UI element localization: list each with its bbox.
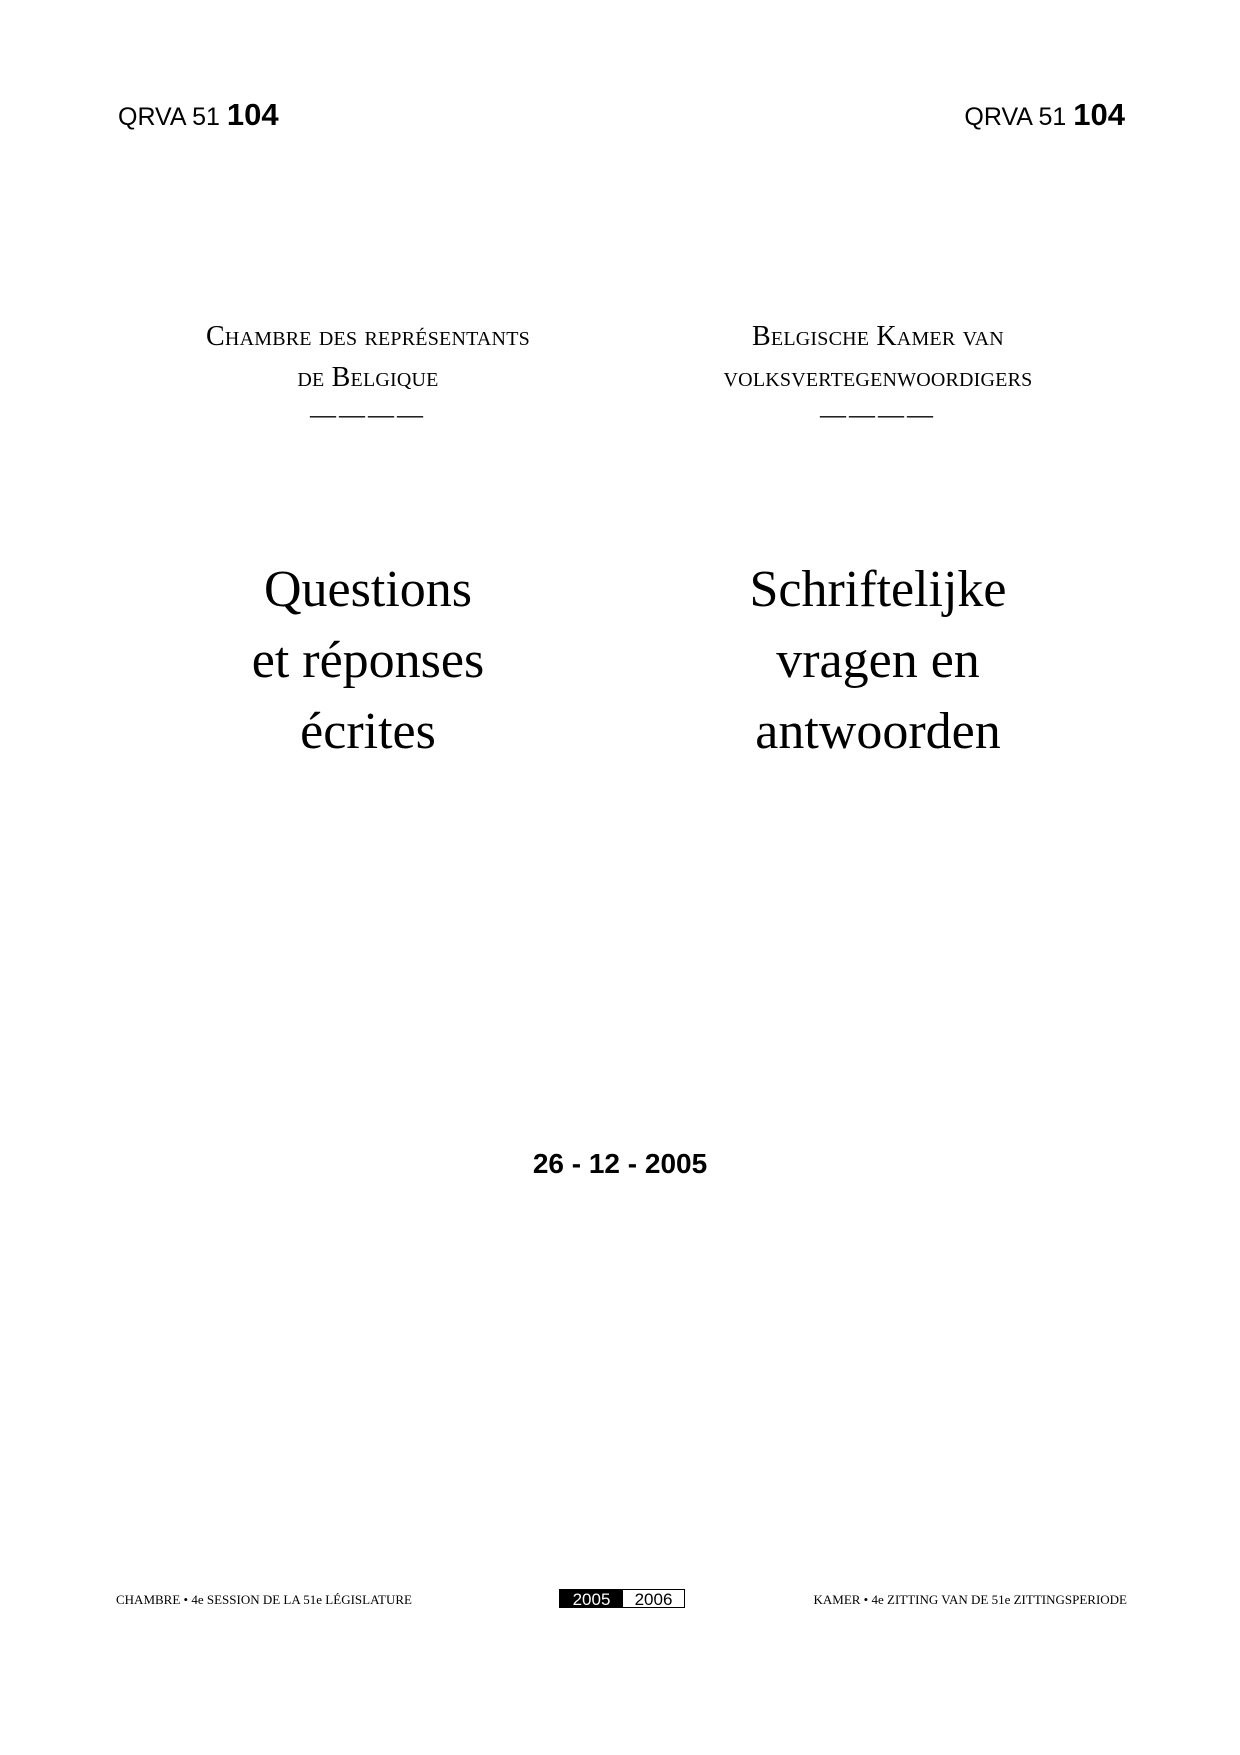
title-line-3: antwoorden — [755, 703, 1001, 760]
institution-line-2: volksvertegenwoordigers — [723, 362, 1033, 393]
institution-name-nl — [618, 316, 1138, 430]
title-line-3: écrites — [300, 703, 436, 760]
separator: ———— — [310, 400, 426, 429]
document-code-right — [964, 97, 1125, 133]
year-start: 2005 — [560, 1590, 623, 1607]
title-nl — [618, 554, 1138, 767]
separator: ———— — [820, 400, 936, 429]
institution-name-fr — [108, 316, 628, 430]
title-line-2: vragen en — [776, 632, 980, 689]
document-number: 104 — [1073, 97, 1125, 132]
session-years — [559, 1589, 685, 1608]
year-end: 2006 — [623, 1590, 684, 1607]
document-code-prefix: QRVA 51 — [964, 103, 1074, 131]
title-line-2: et réponses — [251, 632, 485, 689]
title-line-1: Schriftelijke — [749, 561, 1007, 618]
document-code-prefix: QRVA 51 — [118, 103, 227, 131]
footer-session-fr: CHAMBRE • 4e SESSION DE LA 51e LÉGISLATURE — [116, 1592, 412, 1607]
title-fr — [108, 554, 628, 767]
footer-session-nl: KAMER • 4e ZITTING VAN DE 51e ZITTINGSPERIODE — [813, 1592, 1127, 1607]
document-number: 104 — [226, 97, 279, 132]
institution-line-2: de Belgique — [297, 362, 439, 393]
document-code-left — [118, 97, 279, 133]
publication-date: 26 - 12 - 2005 — [532, 1148, 708, 1179]
institution-line-1: Belgische Kamer van — [752, 321, 1004, 352]
title-line-1: Questions — [264, 561, 472, 618]
institution-line-1: Chambre des représentants — [206, 321, 530, 352]
